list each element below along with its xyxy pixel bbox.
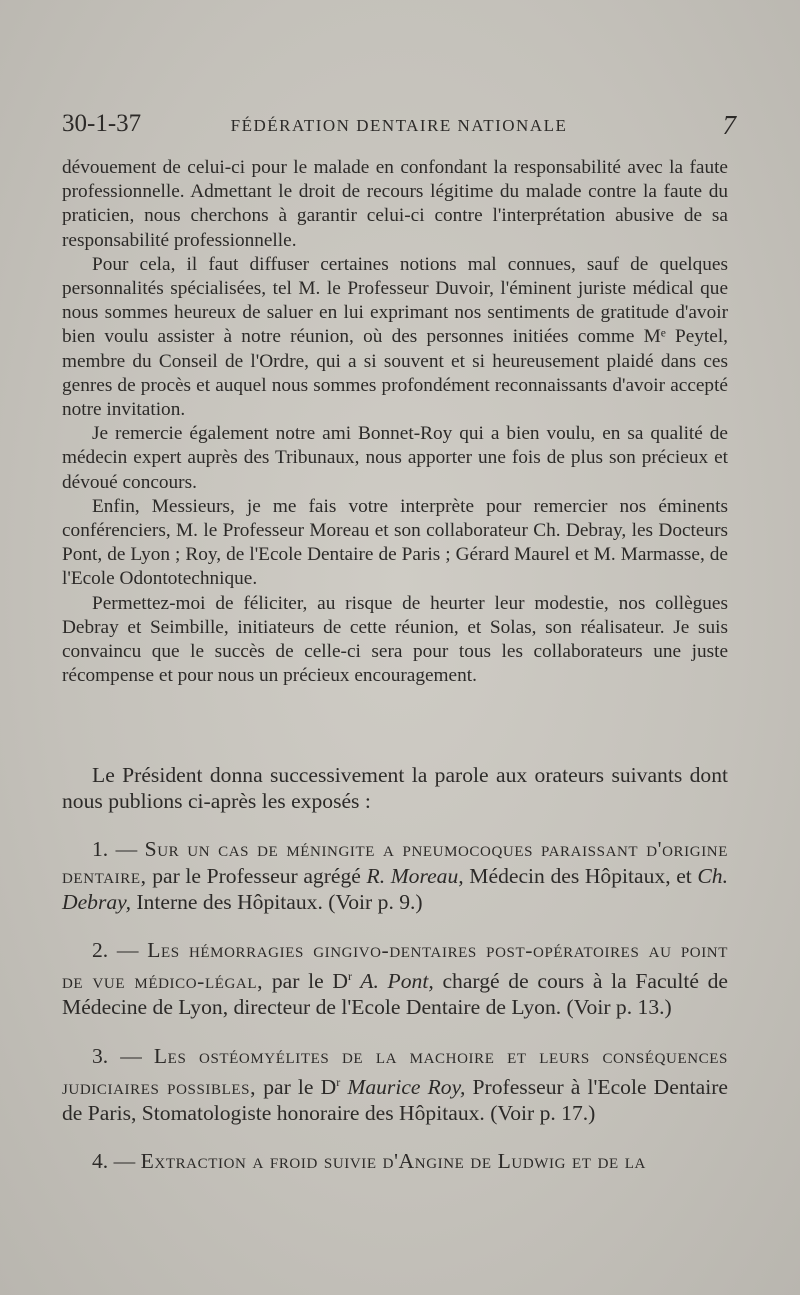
talk-number: 4. —: [92, 1149, 141, 1174]
talk-title: Extraction a froid suivie d'Angine de Ludwig et de la: [140, 1149, 646, 1174]
title-superscript: r: [347, 969, 352, 984]
talk-title: Les ostéomyélites de la machoire et leurs conséquences judiciaires possibles,: [62, 1043, 728, 1099]
talk-author: A. Pont,: [351, 969, 434, 994]
talk-title: Sur un cas de méningite a pneumocoques paraissant d'origine dentaire,: [62, 837, 728, 888]
talk-by: par le Professeur agrégé: [146, 863, 367, 888]
talk-mid: Médecin des Hôpitaux, et: [463, 863, 698, 888]
paragraph: Je remercie également notre ami Bonnet-Roy qui a bien voulu, en sa qualité de médecin expert auprès des Tribunaux, nous apporter une fois de plus son précieux et dévoué concours.: [62, 423, 728, 493]
issue-date: 30-1-37: [62, 110, 142, 137]
talk-item: [62, 937, 728, 1021]
talk-tail: chargé de cours à la Faculté de Médecine de Lyon, directeur de l'Ecole Dentaire de Lyon. (Voir p. 13.): [62, 969, 729, 1020]
talk-title: Les hémorragies gingivo-dentaires post-opératoires au point de vue médico-légal,: [62, 938, 728, 994]
paragraph: Enfin, Messieurs, je me fais votre interprète pour remercier nos éminents conférenciers, M. le Professeur Moreau et son collaborateur Ch. Debray, les Docteurs Pont, de Lyon ; Roy, de l'Ecole Dentaire de Paris ; Gérard Maurel et M. Marmasse, de l'Ecole Odontotechnique.: [62, 495, 728, 590]
talk-number: 3. —: [92, 1043, 154, 1068]
paragraph: Pour cela, il faut diffuser certaines notions mal connues, sauf de quelques personnalités spécialisées, tel M. le Professeur Duvoir, l'éminent juriste médical que nous sommes heureux de saluer en lui exprimant nos sentiments de gratitude d'avoir bien voulu assister à notre réunion, où des personnes initiées comme Mᵉ Peytel, membre du Conseil de l'Ordre, qui a si souvent et si heureusement plaidé dans ces genres de procès et auquel nous sommes profondément reconnaissants d'avoir accepté notre invitation.: [62, 253, 728, 421]
talk-author: Ch. Debray,: [62, 863, 729, 914]
speech-text: [62, 156, 728, 688]
title-superscript: r: [336, 1074, 341, 1089]
talk-item: [62, 1043, 728, 1127]
running-header: [62, 110, 736, 144]
talks-section: [62, 762, 728, 1174]
talk-by: par le D: [263, 969, 348, 994]
journal-title: FÉDÉRATION DENTAIRE NATIONALE: [230, 116, 568, 135]
talk-item: [62, 1148, 728, 1174]
talk-author: Maurice Roy,: [340, 1074, 466, 1099]
talk-by: par le D: [256, 1074, 337, 1099]
talk-author: R. Moreau,: [366, 863, 464, 888]
talk-tail: Interne des Hôpitaux. (Voir p. 9.): [130, 889, 423, 914]
talk-tail: Professeur à l'Ecole Dentaire de Paris, Stomatologiste honoraire des Hôpitaux. (Voir p. 17.): [62, 1074, 729, 1126]
talk-number: 2. —: [92, 938, 148, 963]
talk-item: [62, 836, 728, 915]
talk-number: 1. —: [92, 837, 145, 862]
page-number: 7: [722, 110, 736, 140]
talks-intro: Le Président donna successivement la parole aux orateurs suivants dont nous publions ci-après les exposés :: [62, 763, 728, 814]
paragraph: Permettez-moi de féliciter, au risque de heurter leur modestie, nos collègues Debray et Seimbille, initiateurs de cette réunion, et Solas, son réalisateur. Je suis convaincu que le succès de celle-ci sera pour tous les collaborateurs une juste récompense et pour nous un précieux encouragement.: [62, 592, 728, 687]
paragraph: dévouement de celui-ci pour le malade en confondant la responsabilité avec la faute professionnelle. Admettant le droit de recours légitime du malade contre la faute du praticien, nous cherchons à garantir celui-ci contre l'interprétation abusive de sa responsabilité professionnelle.: [62, 157, 728, 251]
